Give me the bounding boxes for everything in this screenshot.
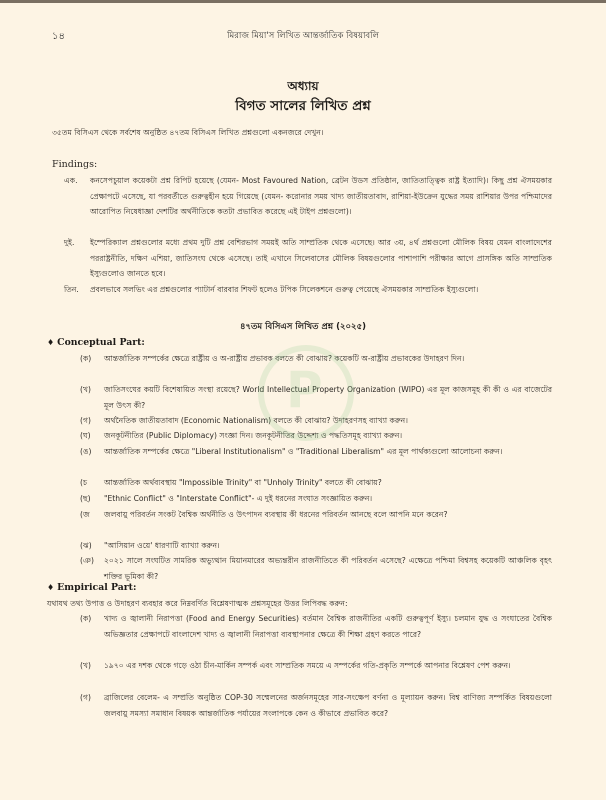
finding-text: কনসেপচুয়াল কয়েকটা প্রশ্ন রিপিট হয়েছে (যেমন- Most Favoured Nation, ব্রেটন উডস প্রতিষ্ঠান, জাতিতাত্ত্বিক রাষ্ট্র ইত্যাদি)। কিছু প্রশ্ন ঐসময়কার প্রেক্ষাপটে এসেছে, যা পরবর্তীতে গুরুত্বহীন হয়ে গিয়েছে (যেমন- করোনার সময় খাদ্য জাতীয়তাবাদ, রাশিয়া-ইউক্রেন যুদ্ধের সময় রাশিয়ার উপর পশ্চিমাদের আরোপিত নিষেধাজ্ঞা দেশটির অর্থনীতিকে কতটা প্রভাবিত করেছে এই টাইপ প্রশ্নগুলো)। — [90, 176, 552, 216]
question-text: আন্তর্জাতিক অর্থব্যবস্থায় "Impossible Trinity" বা "Unholy Trinity" বলতে কী বোঝায়? — [104, 478, 382, 487]
question-item — [52, 382, 552, 413]
diamond-bullet-icon: ♦ — [47, 582, 55, 592]
question-number: (ক) — [80, 614, 92, 623]
question-number: (ঝ) — [80, 541, 92, 550]
question-text: ব্রাজিলের বেলেম- এ সম্প্রতি অনুষ্ঠিত COP-30 সম্মেলনের অর্জনসমূহের সার-সংক্ষেপ বর্ণনা ও মূল্যায়ন করুন। বিশ্ব বাণিজ্য সম্পর্কিত বিষয়গুলো জলবায়ু সমস্যা সমাধান বিষয়ক আন্তর্জাতিক পর্যায়ের সংলাপকে কেন ও কীভাবে প্রভাবিত করে? — [104, 693, 552, 718]
question-item — [52, 507, 552, 523]
conceptual-part-heading — [47, 337, 145, 348]
finding-number: তিন. — [64, 285, 79, 294]
question-number: (গ) — [80, 693, 91, 702]
question-number: (ছ) — [80, 494, 91, 503]
question-number: (ঞ) — [80, 556, 94, 565]
question-item — [52, 491, 552, 507]
finding-item — [52, 173, 552, 220]
finding-text: প্রবলভাবে সলভিং এর প্রশ্নগুলোর প্যাটার্ন বারবার শিফট হলেও টপিক সিলেকশনে গুরুত্ব পেয়েছে ঐসময়কার সাম্প্রতিক ইস্যুগুলো। — [90, 285, 479, 294]
question-text: আন্তর্জাতিক সম্পর্কের ক্ষেত্রে "Liberal Institutionalism" ও "Traditional Liberalism" এর মূল পার্থক্যগুলো আলোচনা করুন। — [104, 447, 503, 456]
running-header: মিরাজ মিয়া'স লিখিত আন্তর্জাতিক বিষয়াবলি — [227, 31, 379, 41]
chapter-title: বিগত সালের লিখিত প্রশ্ন — [235, 98, 371, 114]
finding-number: দুই. — [64, 238, 75, 247]
question-item — [52, 690, 552, 721]
question-number: (ক) — [80, 354, 92, 363]
question-item — [52, 351, 552, 367]
question-text: জলবায়ু পরিবর্তন সংকট বৈশ্বিক অর্থনীতি ও উৎপাদন ব্যবস্থায় কী ধরনের পরিবর্তন আনছে বলে আপনি মনে করেন? — [104, 510, 448, 519]
watermark-mark: P — [286, 361, 323, 419]
question-text: খাদ্য ও জ্বালানী নিরাপত্তা (Food and Energy Securities) বর্তমান বৈশ্বিক রাজনীতির একটি গুরুত্বপূর্ণ ইস্যু। চলমান যুদ্ধ ও সংঘাতের বৈশ্বিক অভিজ্ঞতার প্রেক্ষাপটে বাংলাদেশ খাদ্য ও জ্বালানী নিরাপত্তা ব্যবস্থাপনার ক্ষেত্রে কী শিক্ষা গ্রহণ করতে পারে? — [104, 614, 552, 639]
question-item — [52, 658, 552, 674]
finding-item — [52, 235, 552, 282]
empirical-part-heading — [47, 582, 136, 593]
question-text: জাতিসংঘের কয়টি বিশেষায়িত সংস্থা রয়েছে? World Intellectual Property Organization (WIPO) এর মূল কাজসমূহ কী কী ও এর বাজেটের মূল উৎস কী? — [104, 385, 552, 410]
question-text: "Ethnic Conflict" ও "Interstate Conflict"- এ দুই ধরনের সংঘাত সংজ্ঞায়িত করুন। — [104, 494, 373, 503]
top-border — [0, 0, 606, 3]
chapter-label: অধ্যায় — [287, 79, 319, 93]
finding-number: এক. — [64, 176, 78, 185]
question-text: অর্থনৈতিক জাতীয়তাবাদ (Economic Nationalism) বলতে কী বোঝায়? উদাহরণসহ ব্যাখ্যা করুন। — [104, 416, 408, 425]
finding-item — [52, 282, 552, 298]
question-item — [52, 428, 552, 444]
question-number: (খ) — [80, 385, 91, 394]
question-text: ১৯৭০ এর দশক থেকে গড়ে ওঠা চীন-মার্কিন সম্পর্ক এবং সাম্প্রতিক সময়ে এ সম্পর্কের গতি-প্রকৃতি সম্পর্কে আপনার বিশ্লেষণ পেশ করুন। — [104, 661, 511, 670]
finding-text: ইম্পেরিক্যাল প্রশ্নগুলোর মধ্যে প্রথম দুটি প্রশ্ন বেশিরভাগ সময়ই অতি সাম্প্রতিক থেকে এসেছে। আর ৩য়, ৪র্থ প্রশ্নগুলো মৌলিক বিষয় যেমন বাংলাদেশের পররাষ্ট্রনীতি, দক্ষিণ এশিয়া, জাতিসংঘ থেকে এসেছে। তাই এখানে সিলেবাসের মৌলিক বিষয়গুলোর পাশাপাশি পরীক্ষার আগে প্রাসঙ্গিক অতি সাম্প্রতিক ইস্যুগুলোও জানতে হবে। — [90, 238, 552, 278]
findings-label: Findings: — [52, 159, 98, 170]
exam-heading: ৪৭তম বিসিএস লিখিত প্রশ্ন (২০২৫) — [240, 322, 366, 332]
question-number: (চ — [80, 478, 88, 487]
question-text: ২০২১ সালে সংঘটিত সামরিক অভ্যুত্থান মিয়ানমারের অভ্যন্তরীন রাজনীতিতে কী পরিবর্তন এসেছে? এক্ষেত্রে পশ্চিমা বিশ্বসহ কয়েকটি আঞ্চলিক বৃহৎ শক্তির ভূমিকা কী? — [104, 556, 552, 581]
empirical-instruction: যথাযথ তথ্য উপাত্ত ও উদাহরণ ব্যবহার করে নিম্নবর্ণিত বিশ্লেষণাত্মক প্রশ্নসমূহের উত্তর লিপিবদ্ধ করুন: — [47, 599, 348, 608]
page-number: ১৪ — [52, 31, 65, 42]
empirical-part-label: Empirical Part: — [57, 582, 137, 593]
question-number: (গ) — [80, 416, 91, 425]
question-item — [52, 538, 552, 554]
conceptual-part-label: Conceptual Part: — [57, 337, 145, 348]
question-item — [52, 444, 552, 460]
question-number: (জ — [80, 510, 90, 519]
question-text: জনকূটনীতির (Public Diplomacy) সংজ্ঞা দিন। জনকূটনীতির উদ্দেশ্য ও পদ্ধতিসমূহ ব্যাখ্যা করুন। — [104, 431, 403, 440]
question-number: (খ) — [80, 661, 91, 670]
question-text: আন্তর্জাতিক সম্পর্কের ক্ষেত্রে রাষ্ট্রীয় ও অ-রাষ্ট্রীয় প্রভাবক বলতে কী বোঝায়? কয়েকটি অ-রাষ্ট্রীয় প্রভাবকের উদাহরণ দিন। — [104, 354, 465, 363]
question-item — [52, 611, 552, 642]
question-number: (ঙ) — [80, 447, 92, 456]
question-item — [52, 413, 552, 429]
intro-text: ৩৫তম বিসিএস থেকে সর্বশেষ অনুষ্ঠিত ৪৭তম বিসিএস লিখিত প্রশ্নগুলো একনজরে দেখুন। — [52, 128, 324, 137]
diamond-bullet-icon: ♦ — [47, 337, 55, 347]
question-item — [52, 475, 552, 491]
question-item — [52, 553, 552, 584]
question-number: (ঘ) — [80, 431, 91, 440]
question-text: "আসিয়ান ওয়ে' ধারণাটি ব্যাখ্যা করুন। — [104, 541, 220, 550]
